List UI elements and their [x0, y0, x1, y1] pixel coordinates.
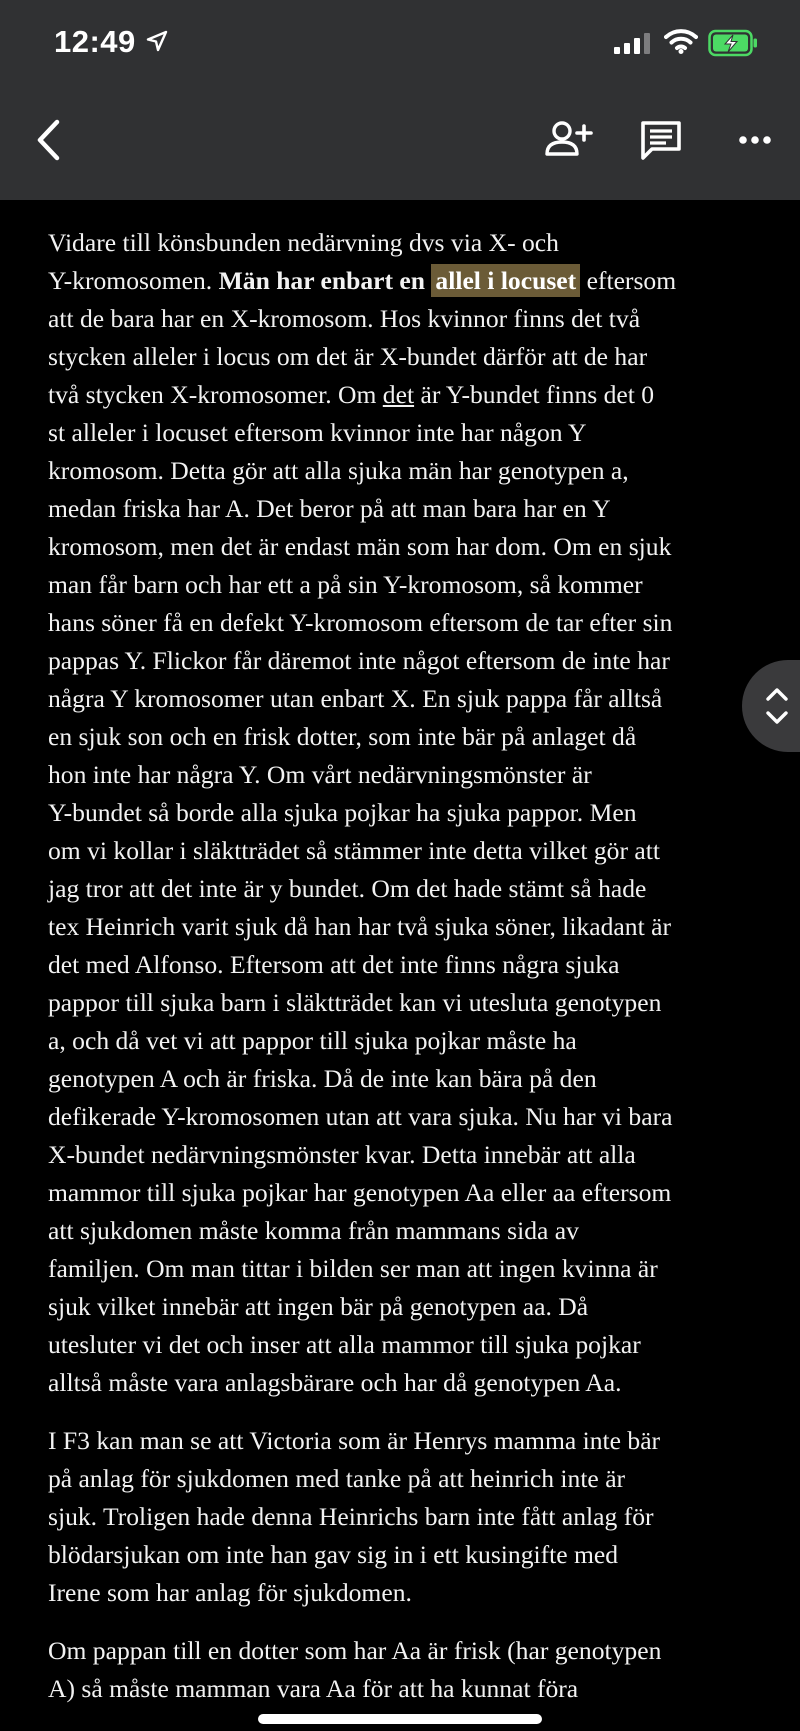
share-button[interactable]: [540, 90, 598, 190]
underlined-text: det: [382, 380, 415, 409]
paragraph-1: [48, 224, 760, 1402]
back-button[interactable]: [26, 90, 70, 190]
document-body[interactable]: [48, 224, 760, 1728]
home-indicator[interactable]: [258, 1714, 542, 1724]
chevron-up-icon[interactable]: [765, 687, 789, 701]
more-horizontal-icon: [738, 135, 772, 145]
wifi-icon: [664, 28, 698, 59]
highlighted-text: allel i locuset: [431, 264, 580, 297]
chevron-down-icon[interactable]: [765, 711, 789, 725]
cellular-signal-icon: [614, 32, 650, 54]
paragraph-2: I F3 kan man se att Victoria som är Henrys mamma inte bär på anlag för sjukdomen med tanke på att heinrich inte är sjuk. Troligen hade denna Heinrichs barn inte fått anlag för blödarsjukan om inte han gav sig in i ett kusingifte med Irene som har anlag för sjukdomen.: [48, 1426, 661, 1607]
bold-text: Män har enbart en: [218, 266, 432, 295]
status-bar: [0, 0, 800, 90]
status-time: 12:49: [54, 24, 136, 59]
location-arrow-icon: [146, 30, 168, 57]
text-span: är Y-bundet finns det 0 st alleler i locuset eftersom kvinnor inte har någon Y kromosom. Detta gör att alla sjuka män har genotypen a, medan friska har A. Det beror på att man bara har en Y kromosom, men det är endast män som har dom. Om en sjuk man får barn och har ett a på sin Y-kromosom, så kommer hans söner få en defekt Y-kromosom eftersom de tar efter sin pappas Y. Flickor får däremot inte något eftersom de inte har några Y kromosomer utan enbart X. En sjuk pappa får alltså en sjuk son och en frisk dotter, som inte bär på anlaget då hon inte har några Y. Om vårt nedärvningsmönster är Y-bundet så borde alla sjuka pojkar ha sjuka pappor. Men om vi kollar i släktträdet så stämmer inte detta vilket gör att jag tror att det inte är y bundet. Om det hade stämt så hade tex Heinrich varit sjuk då han har två sjuka söner, likadant är det med Alfonso. Eftersom att det inte finns några sjuka pappor till sjuka barn i släktträdet kan vi utesluta genotypen a, och då vet vi att pappor till sjuka pojkar måste ha genotypen A och är friska. Då de inte kan bära på den defikerade Y-kromosomen utan att vara sjuka. Nu har vi bara X-bundet nedärvningsmönster kvar. Detta innebär att alla mammor till sjuka pojkar har genotypen Aa eller aa eftersom att sjukdomen måste komma från mammans sida av familjen. Om man tittar i bilden ser man att ingen kvinna är sjuk vilket innebär att ingen bär på genotypen aa. Då utesluter vi det och inser att alla mammor till sjuka pojkar alltså måste vara anlagsbärare och har då genotypen Aa.: [48, 380, 673, 1397]
comment-icon: [640, 119, 682, 161]
text-span: eftersom att de bara har en X-kromosom. Hos kvinnor finns det två stycken alleler i locus om det är X-bundet därför att de har två stycken X-kromosomer. Om: [48, 266, 677, 409]
comment-button[interactable]: [634, 90, 688, 190]
paragraph-3: Om pappan till en dotter som har Aa är frisk (har genotypen A) så måste mamman vara Aa för att ha kunnat föra: [48, 1636, 662, 1703]
battery-charging-icon: [708, 29, 758, 62]
chevron-left-icon: [35, 119, 61, 161]
text-span: Vidare till könsbunden nedärvning dvs via X- och Y-kromosomen.: [48, 228, 559, 295]
add-person-icon: [544, 120, 594, 160]
more-options-button[interactable]: [730, 90, 780, 190]
document-toolbar: [0, 90, 800, 200]
